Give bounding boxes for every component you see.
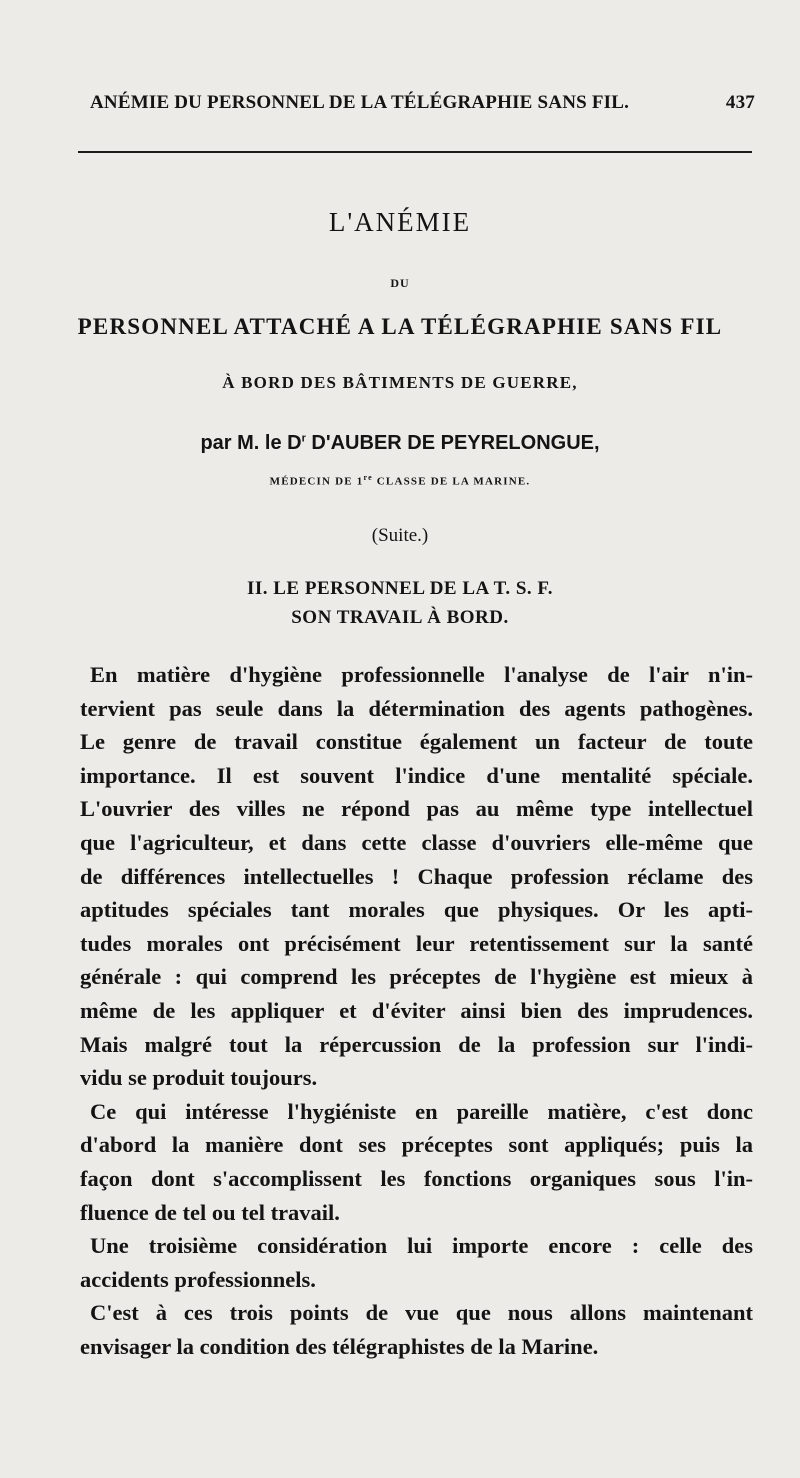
- paragraph-line: C'est à ces trois points de vue que nous allons maintenant: [90, 1300, 753, 1326]
- paragraph-line: Mais malgré tout la répercussion de la profession sur l'indi-: [80, 1031, 753, 1057]
- section-subheading: SON TRAVAIL À BORD.: [291, 607, 509, 628]
- continuation-note: (Suite.): [371, 525, 429, 546]
- paragraph-line: d'abord la manière dont ses préceptes sont appliqués; puis la: [80, 1132, 753, 1158]
- byline-prefix: par M. le D: [200, 432, 302, 454]
- running-head-title: ANÉMIE DU PERSONNEL DE LA TÉLÉGRAPHIE SANS FIL.: [90, 92, 630, 113]
- section-heading: II. LE PERSONNEL DE LA T. S. F.: [246, 578, 554, 599]
- header-rule: [78, 151, 752, 153]
- author-rank: [0, 473, 800, 488]
- paragraph-line: Une troisième considération lui importe encore : celle des: [90, 1233, 753, 1259]
- paragraph-line: que l'agriculteur, et dans cette classe d'ouvriers elle-même que: [80, 829, 753, 855]
- byline-superscript: r: [301, 432, 306, 445]
- running-head: [90, 92, 755, 114]
- paragraph-line: générale : qui comprend les préceptes de l'hygiène est mieux à: [80, 964, 753, 990]
- rank-superscript: re: [363, 473, 373, 482]
- paragraph-line: accidents professionnels.: [80, 1266, 316, 1292]
- article-subtitle-continued: À BORD DES BÂTIMENTS DE GUERRE,: [222, 373, 578, 392]
- paragraph-line: tervient pas seule dans la détermination des agents pathogènes.: [80, 695, 753, 721]
- rank-prefix: MÉDECIN DE 1: [269, 475, 364, 488]
- article-subtitle: PERSONNEL ATTACHÉ A LA TÉLÉGRAPHIE SANS FIL: [77, 314, 723, 339]
- byline-author-name: D'AUBER DE PEYRELONGUE,: [305, 432, 600, 454]
- paragraph-line: importance. Il est souvent l'indice d'une mentalité spéciale.: [80, 762, 753, 788]
- page-number: 437: [725, 92, 755, 113]
- paragraph-line: aptitudes spéciales tant morales que physiques. Or les apti-: [80, 897, 753, 923]
- paragraph-line: L'ouvrier des villes ne répond pas au même type intellectuel: [80, 796, 753, 822]
- paragraph-line: envisager la condition des télégraphistes de la Marine.: [80, 1333, 599, 1359]
- article-title: L'ANÉMIE: [328, 207, 472, 237]
- paragraph-line: Ce qui intéresse l'hygiéniste en pareille matière, c'est donc: [90, 1098, 753, 1124]
- article-title-connector: DU: [390, 276, 410, 290]
- paragraph-line: tudes morales ont précisément leur retentissement sur la santé: [80, 930, 753, 956]
- paragraph-line: même de les appliquer et d'éviter ainsi bien des imprudences.: [80, 997, 753, 1023]
- paragraph-line: façon dont s'accomplissent les fonctions organiques sous l'in-: [80, 1165, 753, 1191]
- paragraph-line: vidu se produit toujours.: [80, 1065, 318, 1091]
- paragraph-line: de différences intellectuelles ! Chaque profession réclame des: [80, 863, 753, 889]
- paragraph-line: fluence de tel ou tel travail.: [80, 1199, 340, 1225]
- rank-suffix: CLASSE DE LA MARINE.: [372, 475, 531, 488]
- body-text: [80, 658, 753, 1363]
- paragraph-line: En matière d'hygiène professionnelle l'analyse de l'air n'in-: [90, 662, 753, 687]
- paragraph-line: Le genre de travail constitue également un facteur de toute: [80, 729, 753, 755]
- author-byline: [0, 432, 800, 455]
